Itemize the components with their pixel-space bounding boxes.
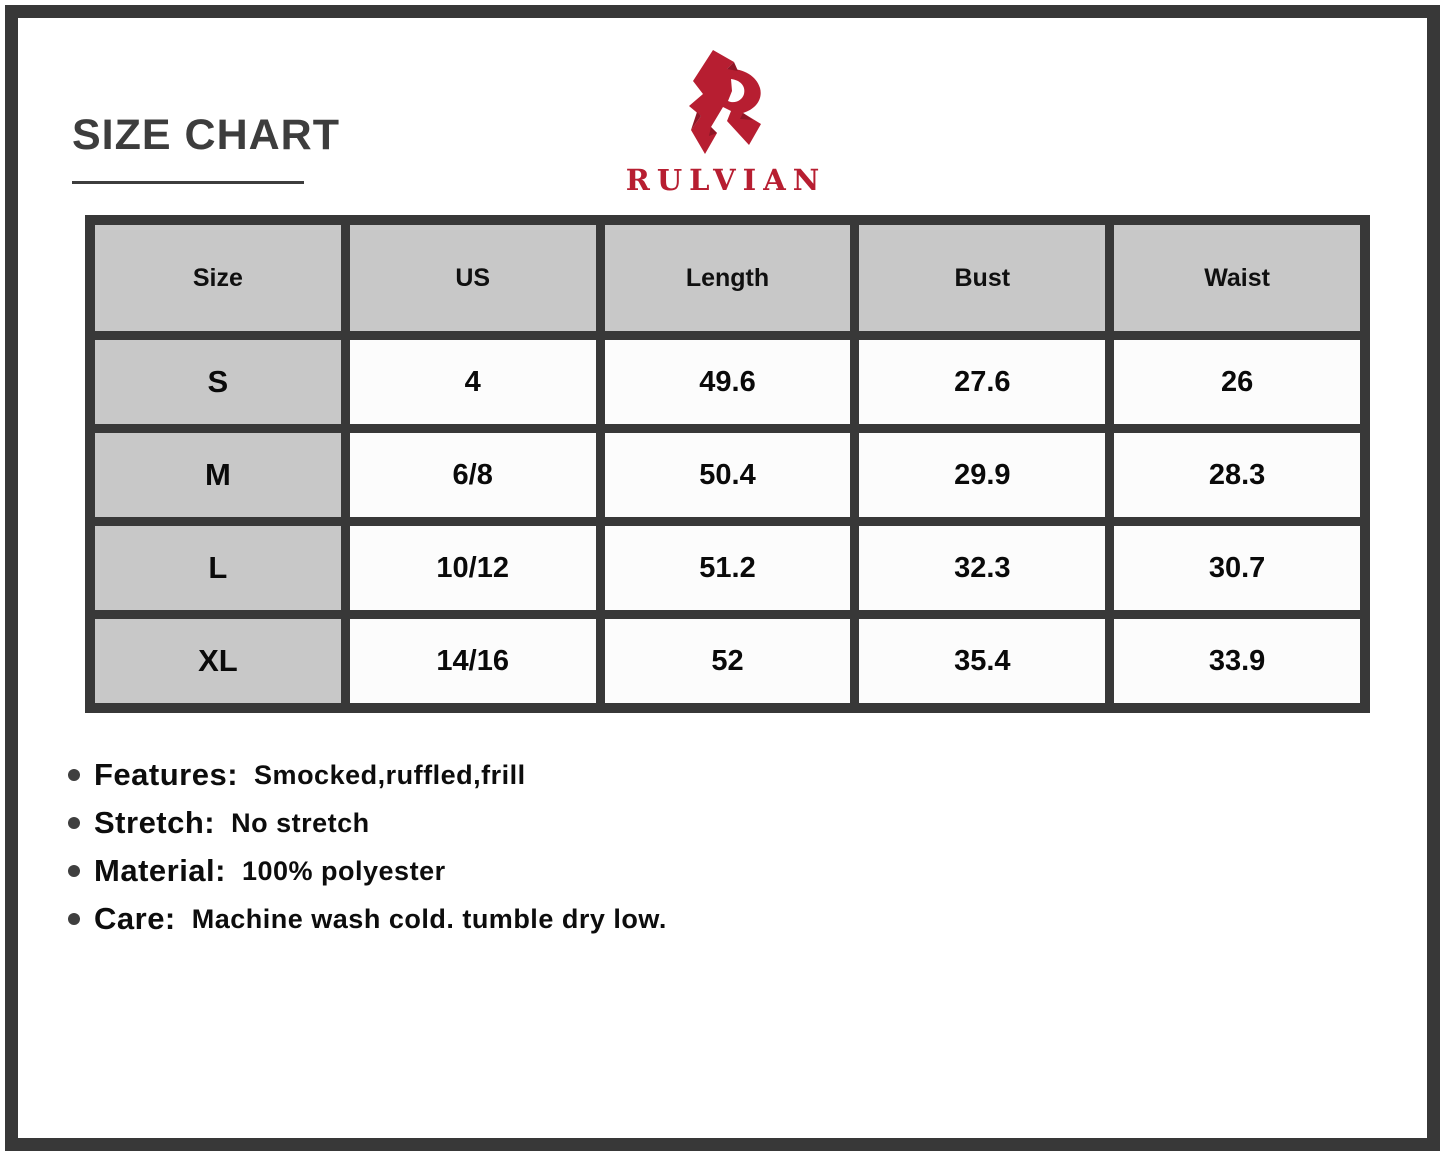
row-s-us-cell: 4 [350,340,596,424]
row-xl-waist-cell: 33.9 [1114,619,1360,703]
row-l-length-cell: 51.2 [605,526,851,610]
row-m-waist-cell: 28.3 [1114,433,1360,517]
bullet-icon [68,817,80,829]
size-table [85,215,1370,713]
header-cell-bust: Bust [859,225,1105,331]
row-xl-bust-cell: 35.4 [859,619,1105,703]
list-item-stretch [68,799,667,847]
header-cell-length: Length [605,225,851,331]
row-l-bust-cell: 32.3 [859,526,1105,610]
product-details-list [68,751,667,943]
header-cell-us: US [350,225,596,331]
material-label: Material: [94,853,226,888]
row-l-size-cell: L [95,526,341,610]
row-m-bust-cell: 29.9 [859,433,1105,517]
list-item-features [68,751,667,799]
page-frame [5,5,1440,1151]
row-m-size-cell: M [95,433,341,517]
material-value: 100% polyester [241,855,446,886]
brand-logo [566,48,886,197]
row-xl-size-cell: XL [95,619,341,703]
row-s-bust-cell: 27.6 [859,340,1105,424]
row-xl-length-cell: 52 [605,619,851,703]
row-m-length-cell: 50.4 [605,433,851,517]
row-s-size-cell: S [95,340,341,424]
bullet-icon [68,913,80,925]
row-l-waist-cell: 30.7 [1114,526,1360,610]
bullet-icon [68,769,80,781]
stretch-value: No stretch [231,807,370,838]
row-s-length-cell: 49.6 [605,340,851,424]
header-cell-waist: Waist [1114,225,1360,331]
brand-wordmark: RULVIAN [625,163,827,197]
features-label: Features: [94,757,239,792]
angular-r-logo-icon [676,48,776,160]
row-s-waist-cell: 26 [1114,340,1360,424]
size-chart-heading-block [72,111,340,184]
care-label: Care: [94,901,176,936]
row-l-us-cell: 10/12 [350,526,596,610]
title-underline [72,181,304,184]
row-m-us-cell: 6/8 [350,433,596,517]
page-title: SIZE CHART [72,111,340,159]
row-xl-us-cell: 14/16 [350,619,596,703]
list-item-care [68,895,667,943]
bullet-icon [68,865,80,877]
care-value: Machine wash cold. tumble dry low. [191,903,667,934]
stretch-label: Stretch: [94,805,216,840]
list-item-material [68,847,667,895]
header-cell-size: Size [95,225,341,331]
features-value: Smocked,ruffled,frill [254,759,526,790]
